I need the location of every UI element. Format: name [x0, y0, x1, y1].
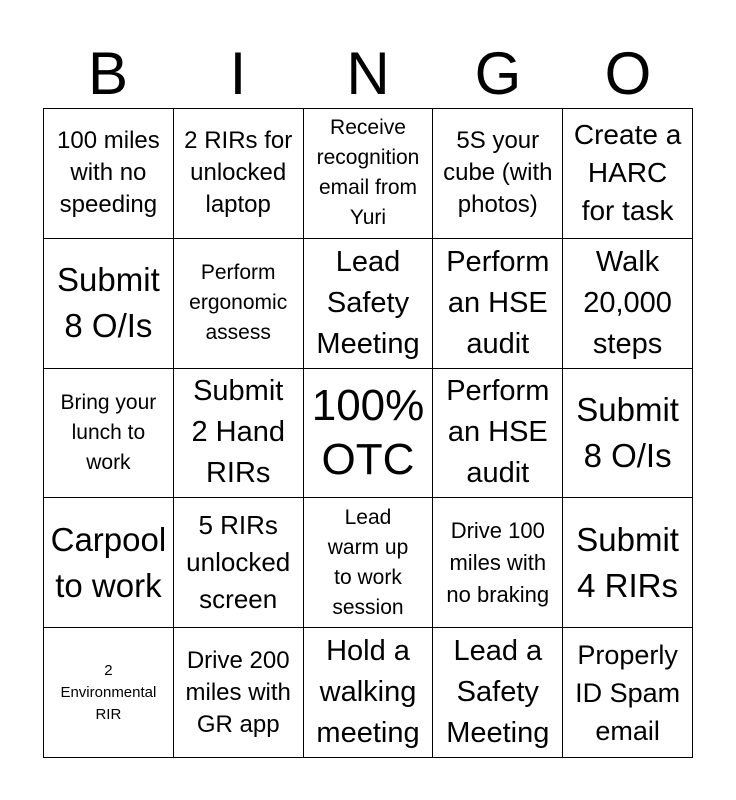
cell-text: Submit 4 RIRs [576, 520, 679, 604]
bingo-cell[interactable] [433, 109, 563, 239]
cell-text: Perform an HSE audit [446, 375, 550, 490]
bingo-cell[interactable] [304, 498, 434, 628]
bingo-cell[interactable] [174, 369, 304, 499]
bingo-cell[interactable] [304, 109, 434, 239]
bingo-cell[interactable] [174, 109, 304, 239]
cell-text: Submit 8 O/Is [576, 390, 679, 474]
cell-text: Drive 100 miles with no braking [446, 517, 550, 607]
bingo-cell[interactable] [44, 498, 174, 628]
cell-text: 100% OTC [311, 380, 425, 484]
bingo-cell[interactable] [174, 498, 304, 628]
bingo-cell[interactable] [563, 498, 693, 628]
bingo-cell[interactable] [563, 109, 693, 239]
cell-text: 100 miles with no speeding [57, 127, 160, 219]
bingo-cell[interactable] [44, 239, 174, 369]
cell-text: Properly ID Spam email [575, 639, 681, 746]
bingo-cell[interactable] [44, 628, 174, 758]
bingo-cell[interactable] [44, 369, 174, 499]
cell-text: Lead Safety Meeting [316, 245, 420, 360]
cell-text: Bring your lunch to work [60, 390, 157, 474]
bingo-cell[interactable] [563, 369, 693, 499]
bingo-cell[interactable] [44, 109, 174, 239]
header-letter-o: O [604, 40, 652, 107]
free-space-cell[interactable] [304, 369, 434, 499]
cell-text: 5S your cube (with photos) [443, 127, 553, 219]
cell-text: Submit 2 Hand RIRs [191, 375, 285, 490]
cell-text: Submit 8 O/Is [57, 261, 160, 345]
cell-text: Walk 20,000 steps [583, 245, 672, 360]
cell-text: 2 Environmental RIR [60, 661, 157, 723]
cell-text: Drive 200 miles with GR app [185, 646, 291, 738]
cell-text: Hold a walking meeting [316, 635, 420, 750]
bingo-cell[interactable] [304, 628, 434, 758]
cell-text: Lead warm up to work session [327, 505, 409, 619]
bingo-cell[interactable] [433, 239, 563, 369]
bingo-header [43, 40, 693, 108]
header-letter-n: N [346, 40, 390, 107]
header-letter-i: I [229, 40, 247, 107]
bingo-grid [43, 108, 693, 758]
bingo-cell[interactable] [174, 628, 304, 758]
bingo-cell[interactable] [304, 239, 434, 369]
header-letter-b: B [87, 40, 129, 107]
cell-text: Perform an HSE audit [446, 245, 550, 360]
bingo-cell[interactable] [563, 628, 693, 758]
cell-text: 2 RIRs for unlocked laptop [184, 127, 293, 219]
bingo-cell[interactable] [563, 239, 693, 369]
bingo-cell[interactable] [433, 369, 563, 499]
bingo-cell[interactable] [433, 498, 563, 628]
cell-text: Receive recognition email from Yuri [316, 116, 420, 230]
cell-text: 5 RIRs unlocked screen [186, 510, 291, 615]
header-letter-g: G [474, 40, 522, 107]
cell-text: Perform ergonomic assess [189, 261, 288, 345]
bingo-cell[interactable] [174, 239, 304, 369]
cell-text: Lead a Safety Meeting [446, 635, 550, 750]
bingo-cell[interactable] [433, 628, 563, 758]
cell-text: Carpool to work [50, 520, 167, 604]
cell-text: Create a HARC for task [573, 119, 682, 227]
